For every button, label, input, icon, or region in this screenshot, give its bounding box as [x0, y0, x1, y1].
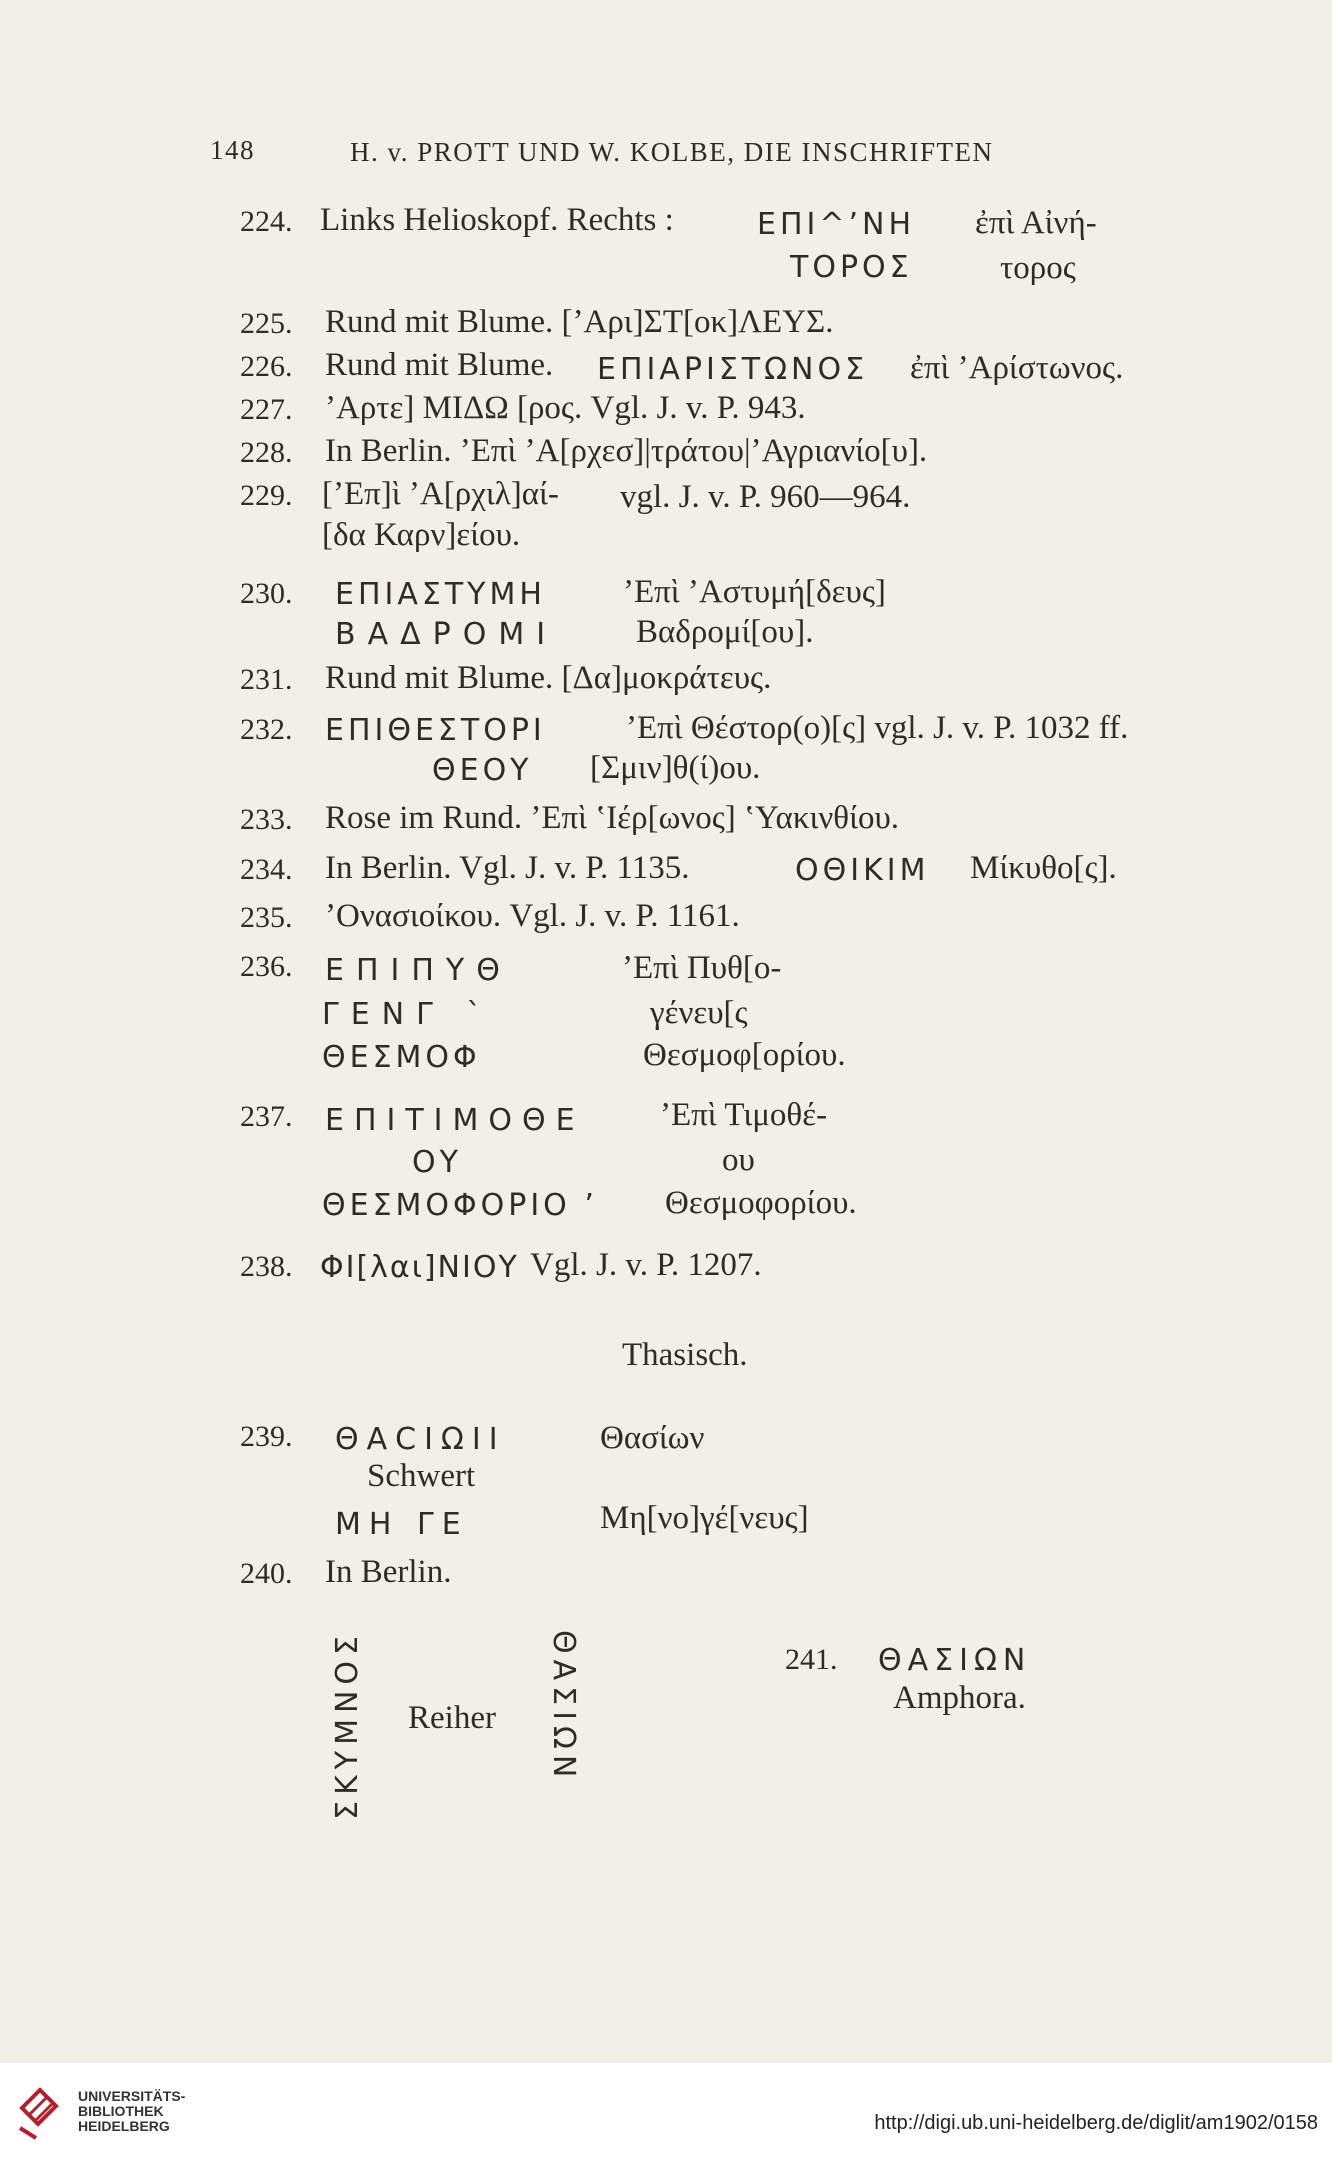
- entry-number: 240.: [240, 1557, 293, 1590]
- greek-reading: ἐπὶ Αἰνή-: [975, 205, 1097, 241]
- greek-reading: ἐπὶ ʼΑρίστωνος.: [910, 350, 1124, 386]
- entry-number: 226.: [240, 350, 293, 383]
- greek-reading: ʼΕπὶ Τιμοθέ-: [660, 1097, 828, 1133]
- greek-reading: ου: [722, 1142, 755, 1178]
- library-name: UNIVERSITÄTS- BIBLIOTHEK HEIDELBERG: [78, 2088, 186, 2134]
- source-url[interactable]: http://digi.ub.uni-heidelberg.de/diglit/am1902/0158: [874, 2112, 1318, 2134]
- entry-number: 229.: [240, 479, 293, 512]
- greek-reading: ʼΕπὶ ʼΑστυμή[δευς]: [623, 574, 886, 610]
- entry-text: Rund mit Blume. [Δα]μοκράτευς.: [325, 660, 772, 696]
- entry-text: In Berlin. Vgl. J. v. P. 1135.: [325, 850, 690, 886]
- entry-number: 233.: [240, 803, 293, 836]
- entry-number: 235.: [240, 901, 293, 934]
- entry-number: 236.: [240, 950, 293, 983]
- entry-number: 237.: [240, 1100, 293, 1133]
- entry-text: In Berlin.: [325, 1554, 452, 1590]
- greek-reading: Vgl. J. v. P. 1207.: [530, 1247, 762, 1283]
- inscription-line: ΕΠΙ^ʼΝΗ: [757, 207, 916, 242]
- greek-reading: Θεσμοφορίου.: [665, 1185, 857, 1221]
- greek-reading: Θεσμοφ[ορίου.: [643, 1037, 846, 1073]
- inscription-line: ΟΘΙΚΙΜ: [795, 853, 930, 888]
- device-label: Amphora.: [893, 1680, 1026, 1716]
- inscription-line: ΦΙ[λαι]ΝΙΟΥ: [320, 1250, 519, 1285]
- greek-reading: [Σμιν]θ(ί)ου.: [590, 750, 761, 786]
- entry-number: 227.: [240, 393, 293, 426]
- inscription-line: ΘΑCIΩΙΙ: [335, 1422, 506, 1457]
- inscription-line: ΘΑΣΙΩΝ: [878, 1643, 1032, 1678]
- inscription-line: ΕΠΙΑΡΙΣΤΩΝΟΣ: [597, 352, 869, 387]
- inscription-line: ΒΑΔΡΟΜΙ: [335, 617, 558, 652]
- inscription-line: ΟΥ: [412, 1145, 462, 1180]
- entry-text: ʼΑρτε] ΜΙΔΩ [ρος. Vgl. J. v. P. 943.: [325, 390, 806, 426]
- footer-bar: [0, 2063, 1332, 2159]
- entry-text: [ʼΕπ]ὶ ʼΑ[ρχιλ]αί-: [322, 476, 559, 512]
- inscription-line: ΓΕΝΓ `: [322, 997, 494, 1032]
- entry-text: Rund mit Blume.: [325, 347, 554, 383]
- entry-text: In Berlin. ʼΕπὶ ʼΑ[ρχεσ]|τράτου|ʼΑγριανίο[υ].: [325, 433, 928, 469]
- inscription-line: ΕΠΙΘΕΣΤΟΡΙ: [325, 713, 546, 748]
- running-title: H. v. PROTT UND W. KOLBE, DIE INSCHRIFTEN: [350, 137, 994, 167]
- entry-number: 230.: [240, 577, 293, 610]
- device-label: Reiher: [408, 1700, 496, 1736]
- inscription-line: ΕΠΙΑΣΤΥΜΗ: [335, 577, 546, 612]
- entry-number: 238.: [240, 1250, 293, 1283]
- greek-reading: ʼΕπὶ Θέστορ(ο)[ς] vgl. J. v. P. 1032 ff.: [626, 710, 1129, 746]
- inscription-line: ΘΕΟΥ: [432, 753, 533, 788]
- vertical-inscription-left: ΣΚΥΜΝΟΣ: [330, 1630, 365, 1820]
- greek-reading: ʼΕπὶ Πυθ[ο-: [622, 950, 782, 986]
- entry-text: Rose im Rund. ʼΕπὶ ʽΙέρ[ωνος] ʽΥακινθίου.: [325, 800, 900, 836]
- inscription-line: ΜΗ ΓΕ: [335, 1507, 469, 1542]
- library-logo-icon: [16, 2078, 62, 2140]
- inscription-line: ΘΕΣΜΟΦ: [322, 1040, 481, 1075]
- entry-text: Rund mit Blume. [ʼΑρι]ΣΤ[οκ]ΛΕΥΣ.: [325, 304, 834, 340]
- entry-number: 228.: [240, 436, 293, 469]
- entry-number: 224.: [240, 205, 293, 238]
- entry-text: Links Helioskopf. Rechts :: [320, 202, 674, 238]
- greek-reading: Μίκυθο[ς].: [970, 850, 1117, 886]
- entry-number: 232.: [240, 713, 293, 746]
- entry-number: 225.: [240, 307, 293, 340]
- vertical-inscription-right: ΘΑΣΙΩΝ: [546, 1630, 581, 1784]
- inscription-line: ΘΕΣΜΟΦΟΡΙΟ ʼ: [322, 1188, 598, 1223]
- entry-text-continued: [δα Καρν]είου.: [322, 517, 521, 553]
- entry-number: 241.: [785, 1643, 838, 1676]
- greek-reading: Βαδρομί[ου].: [636, 614, 814, 650]
- greek-reading: γένευ[ς: [650, 995, 748, 1031]
- entry-number: 239.: [240, 1420, 293, 1453]
- greek-reading: vgl. J. v. P. 960—964.: [620, 479, 911, 515]
- device-label: Schwert: [367, 1458, 476, 1494]
- entry-text: ʼΟνασιοίκου. Vgl. J. v. P. 1161.: [325, 898, 740, 934]
- greek-reading: Θασίων: [600, 1420, 705, 1456]
- inscription-line: ΤΟΡΟΣ: [790, 250, 913, 285]
- entry-number: 231.: [240, 663, 293, 696]
- greek-reading: Μη[νο]γέ[νευς]: [600, 1500, 809, 1536]
- page-number: 148: [210, 135, 255, 165]
- entry-number: 234.: [240, 853, 293, 886]
- inscription-line: ΕΠΙΤΙΜΟΘΕ: [325, 1103, 585, 1138]
- inscription-line: ΕΠΙΠΥΘ: [325, 953, 512, 988]
- section-title: Thasisch.: [622, 1337, 748, 1373]
- greek-reading: τορος: [1000, 250, 1076, 286]
